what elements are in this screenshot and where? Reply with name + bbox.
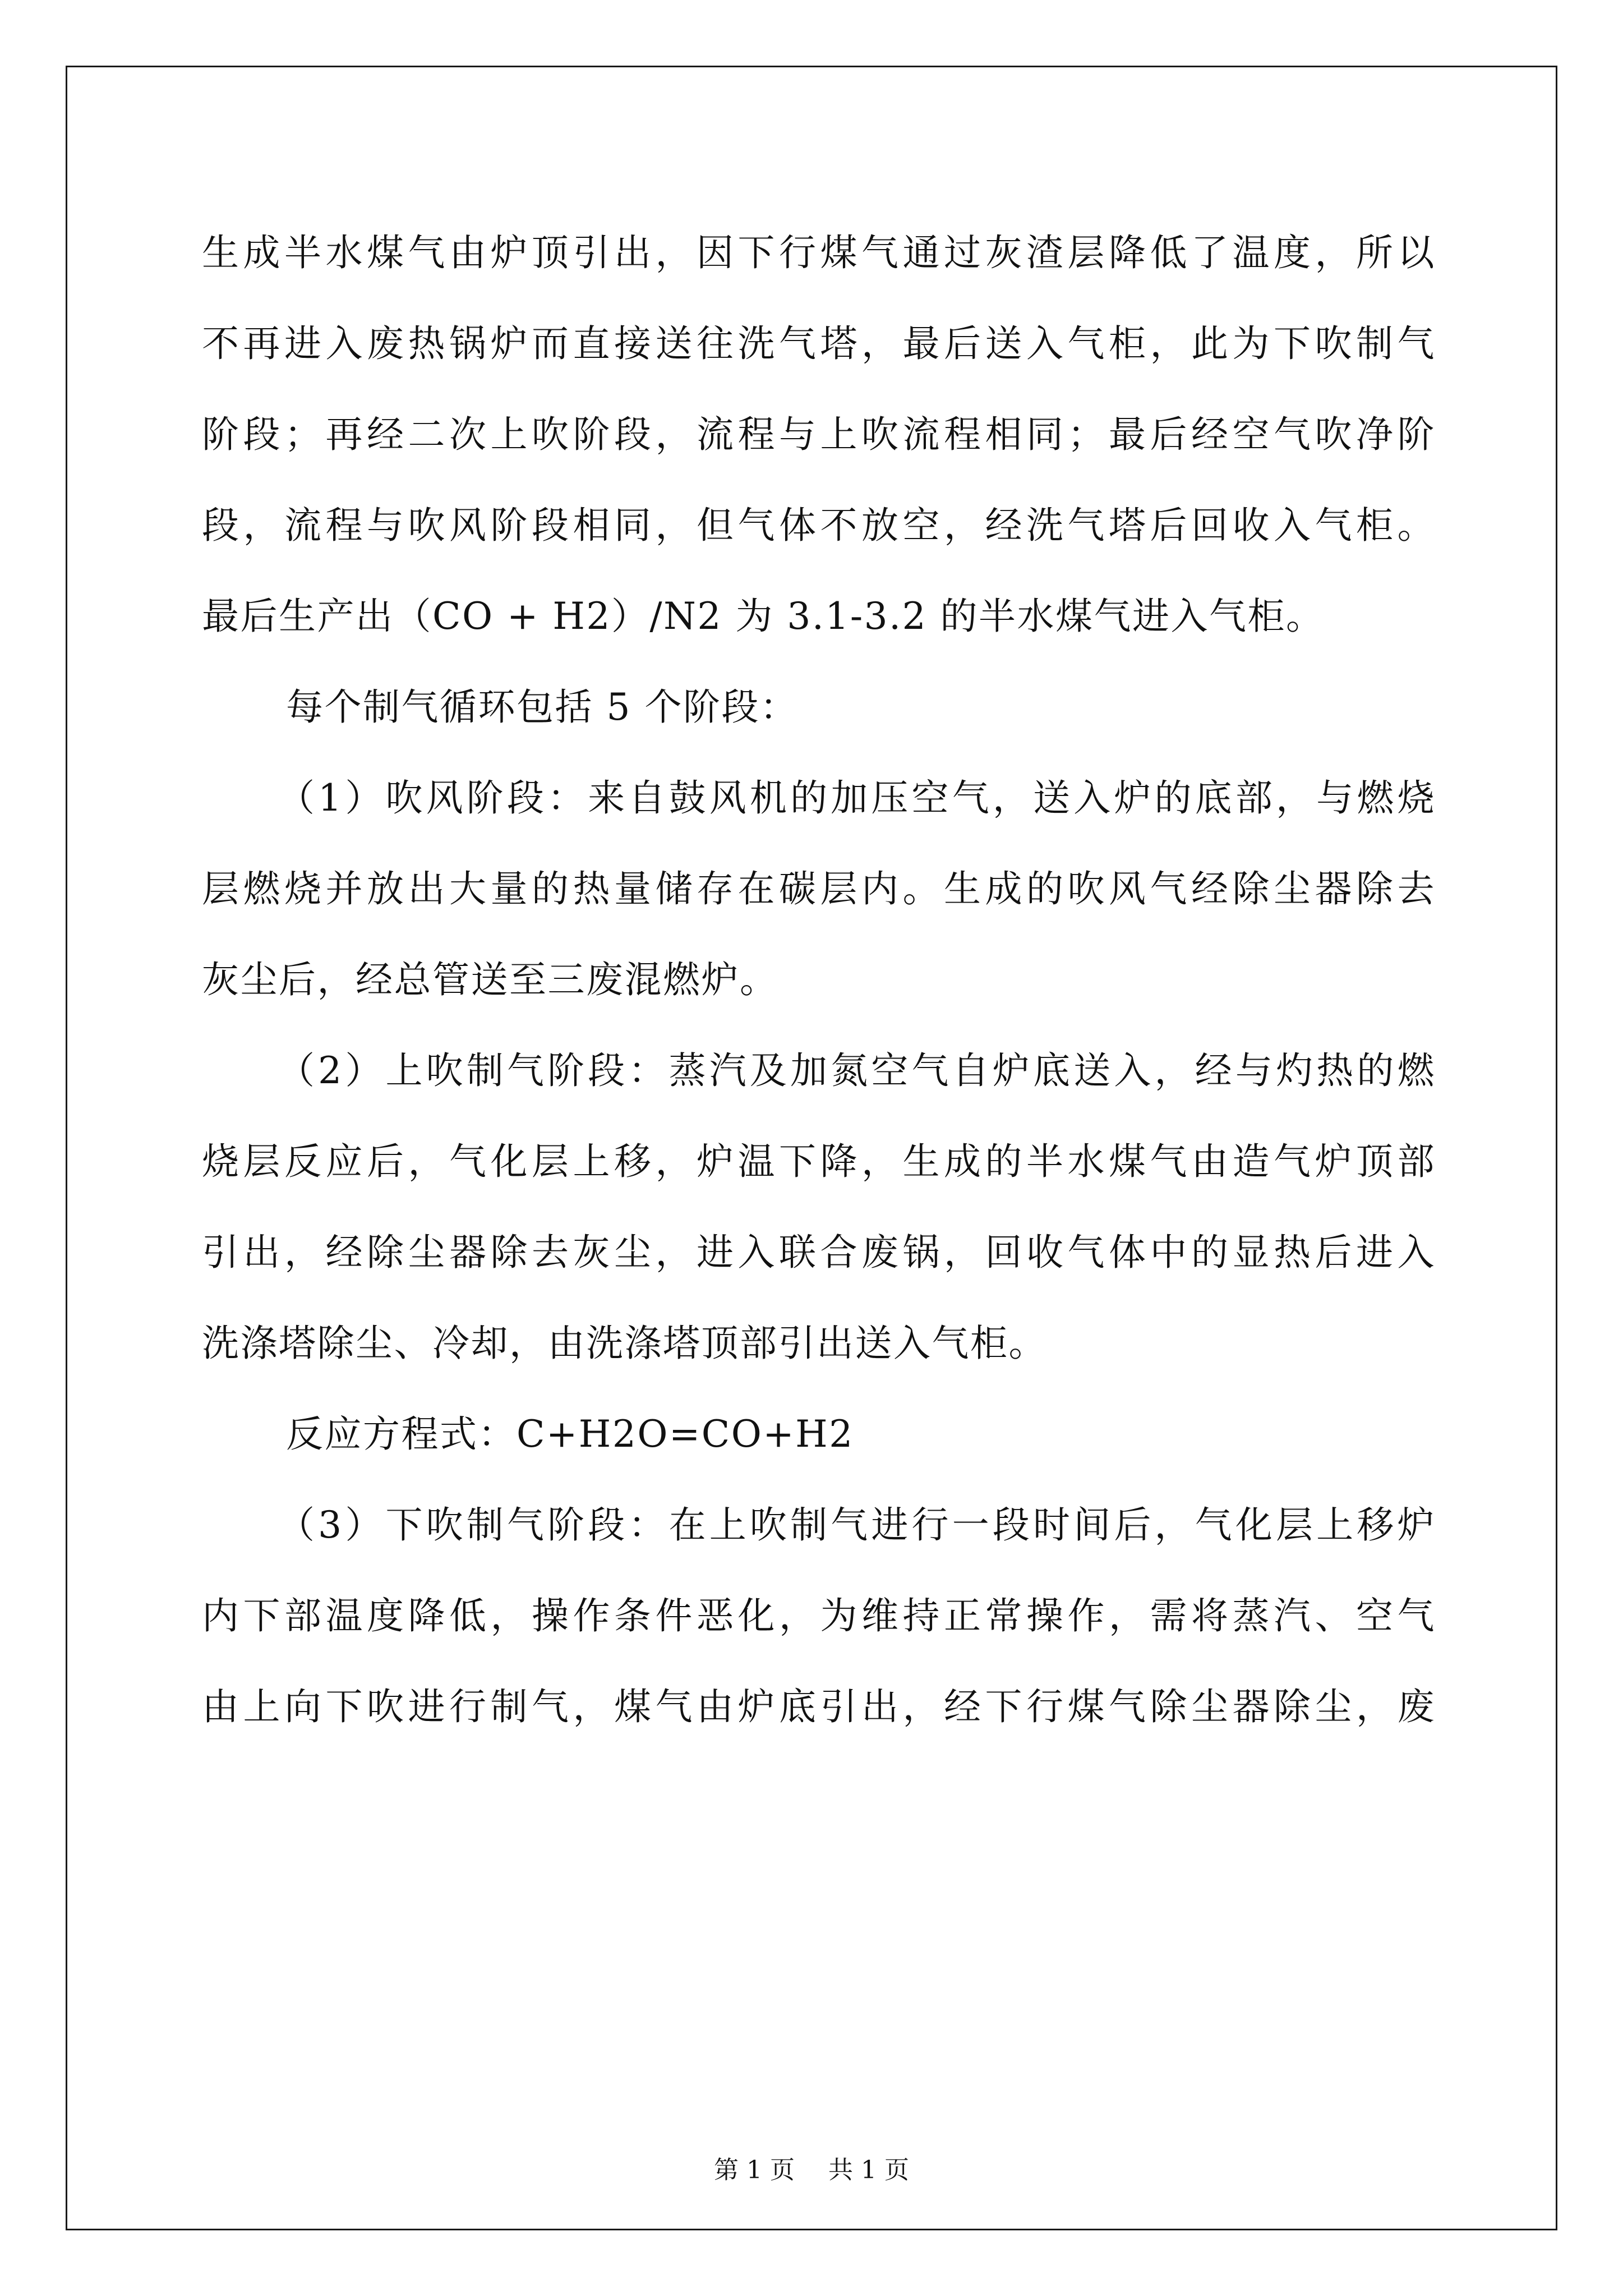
page-number: 第 1 页: [714, 2156, 795, 2184]
text-line: 阶段；再经二次上吹阶段，流程与上吹流程相同；最后经空气吹净阶: [202, 413, 1436, 456]
text-line: 由上向下吹进行制气，煤气由炉底引出，经下行煤气除尘器除尘，废: [202, 1685, 1436, 1728]
paragraph-start-line: （2）上吹制气阶段：蒸汽及加氮空气自炉底送入，经与灼热的燃: [278, 1049, 1436, 1092]
equation-line: 反应方程式：C+H2O=CO+H2: [286, 1412, 854, 1456]
document-body: [202, 208, 1436, 1752]
paragraph-start-line: （3）下吹制气阶段：在上吹制气进行一段时间后，气化层上移炉: [278, 1503, 1436, 1547]
text-line: 段，流程与吹风阶段相同，但气体不放空，经洗气塔后回收入气柜。: [202, 504, 1436, 547]
text-line: 洗涤塔除尘、冷却，由洗涤塔顶部引出送入气柜。: [202, 1322, 1047, 1365]
text-line: 引出，经除尘器除去灰尘，进入联合废锅，回收气体中的显热后进入: [202, 1231, 1436, 1274]
text-line: 灰尘后，经总管送至三废混燃炉。: [202, 958, 778, 1001]
text-line: 内下部温度降低，操作条件恶化，为维持正常操作，需将蒸汽、空气: [202, 1594, 1436, 1637]
text-line: 烧层反应后，气化层上移，炉温下降，生成的半水煤气由造气炉顶部: [202, 1140, 1436, 1183]
text-line: 生成半水煤气由炉顶引出，因下行煤气通过灰渣层降低了温度，所以: [202, 231, 1436, 274]
total-pages: 共 1 页: [828, 2156, 909, 2184]
text-line: 不再进入废热锅炉而直接送往洗气塔，最后送入气柜，此为下吹制气: [202, 322, 1436, 365]
page-footer: [0, 2150, 1623, 2185]
paragraph-start-line: （1）吹风阶段：来自鼓风机的加压空气，送入炉的底部，与燃烧: [278, 776, 1436, 820]
text-line: 最后生产出（CO + H2）/N2 为 3.1-3.2 的半水煤气进入气柜。: [202, 595, 1325, 638]
text-line: 层燃烧并放出大量的热量储存在碳层内。生成的吹风气经除尘器除去: [202, 867, 1436, 910]
paragraph-start-line: 每个制气循环包括 5 个阶段：: [286, 685, 799, 729]
